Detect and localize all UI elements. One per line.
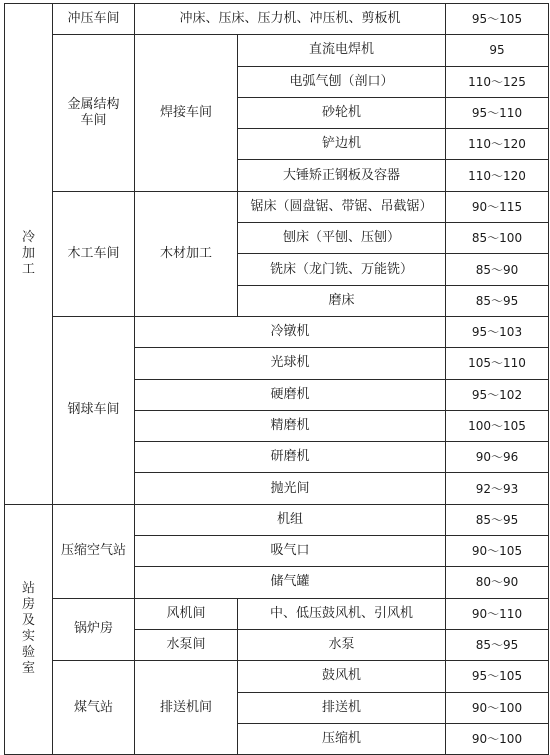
equipment-cell: 刨床（平刨、压刨） <box>238 223 446 254</box>
section-cell: 木材加工 <box>135 191 238 316</box>
equipment-cell: 压缩机 <box>238 723 446 754</box>
noise-range-cell: 110～120 <box>446 129 549 160</box>
noise-range-cell: 95～105 <box>446 661 549 692</box>
table-row <box>5 598 549 629</box>
noise-range-cell: 90～96 <box>446 442 549 473</box>
workshop-cell: 金属结构 车间 <box>53 35 135 191</box>
noise-range-cell: 95～110 <box>446 97 549 128</box>
equipment-cell: 砂轮机 <box>238 97 446 128</box>
equipment-cell: 锯床（圆盘锯、带锯、吊截锯） <box>238 191 446 222</box>
equipment-cell: 光球机 <box>135 348 446 379</box>
noise-range-cell: 95～103 <box>446 316 549 347</box>
noise-range-cell: 105～110 <box>446 348 549 379</box>
equipment-cell: 精磨机 <box>135 410 446 441</box>
noise-range-cell: 80～90 <box>446 567 549 598</box>
table-row <box>5 504 549 535</box>
equipment-cell: 研磨机 <box>135 442 446 473</box>
table-row <box>5 35 549 66</box>
noise-range-cell: 95～102 <box>446 379 549 410</box>
equipment-cell: 水泵 <box>238 629 446 660</box>
table-row <box>5 316 549 347</box>
noise-range-cell: 85～95 <box>446 629 549 660</box>
equipment-cell: 铣床（龙门铣、万能铣） <box>238 254 446 285</box>
noise-range-cell: 110～125 <box>446 66 549 97</box>
noise-range-cell: 90～110 <box>446 598 549 629</box>
table-row <box>5 4 549 35</box>
equipment-cell: 机组 <box>135 504 446 535</box>
noise-range-cell: 95 <box>446 35 549 66</box>
equipment-cell: 直流电焊机 <box>238 35 446 66</box>
equipment-cell: 鼓风机 <box>238 661 446 692</box>
equipment-cell: 抛光间 <box>135 473 446 504</box>
category-cell: 站 房 及 实 验 室 <box>5 504 53 754</box>
workshop-cell: 锅炉房 <box>53 598 135 661</box>
equipment-cell: 冷镦机 <box>135 316 446 347</box>
noise-range-cell: 85～90 <box>446 254 549 285</box>
table-row <box>5 191 549 222</box>
noise-range-cell: 85～95 <box>446 504 549 535</box>
noise-range-cell: 100～105 <box>446 410 549 441</box>
equipment-cell: 排送机 <box>238 692 446 723</box>
noise-range-cell: 85～95 <box>446 285 549 316</box>
equipment-cell: 储气罐 <box>135 567 446 598</box>
workshop-cell: 压缩空气站 <box>53 504 135 598</box>
section-cell: 水泵间 <box>135 629 238 660</box>
equipment-cell: 铲边机 <box>238 129 446 160</box>
equipment-cell: 硬磨机 <box>135 379 446 410</box>
noise-range-cell: 95～105 <box>446 4 549 35</box>
noise-level-table <box>4 3 549 755</box>
workshop-cell: 冲压车间 <box>53 4 135 35</box>
equipment-cell: 冲床、压床、压力机、冲压机、剪板机 <box>135 4 446 35</box>
equipment-cell: 中、低压鼓风机、引风机 <box>238 598 446 629</box>
section-cell: 排送机间 <box>135 661 238 755</box>
workshop-cell: 钢球车间 <box>53 316 135 504</box>
noise-range-cell: 92～93 <box>446 473 549 504</box>
equipment-cell: 大锤矫正钢板及容器 <box>238 160 446 191</box>
workshop-cell: 木工车间 <box>53 191 135 316</box>
noise-range-cell: 110～120 <box>446 160 549 191</box>
table-row <box>5 661 549 692</box>
category-cell: 冷 加 工 <box>5 4 53 505</box>
noise-range-cell: 85～100 <box>446 223 549 254</box>
noise-range-cell: 90～115 <box>446 191 549 222</box>
table-body <box>5 4 549 755</box>
section-cell: 焊接车间 <box>135 35 238 191</box>
equipment-cell: 电弧气刨（剖口） <box>238 66 446 97</box>
noise-range-cell: 90～100 <box>446 692 549 723</box>
workshop-cell: 煤气站 <box>53 661 135 755</box>
noise-range-cell: 90～105 <box>446 536 549 567</box>
noise-range-cell: 90～100 <box>446 723 549 754</box>
equipment-cell: 吸气口 <box>135 536 446 567</box>
section-cell: 风机间 <box>135 598 238 629</box>
equipment-cell: 磨床 <box>238 285 446 316</box>
